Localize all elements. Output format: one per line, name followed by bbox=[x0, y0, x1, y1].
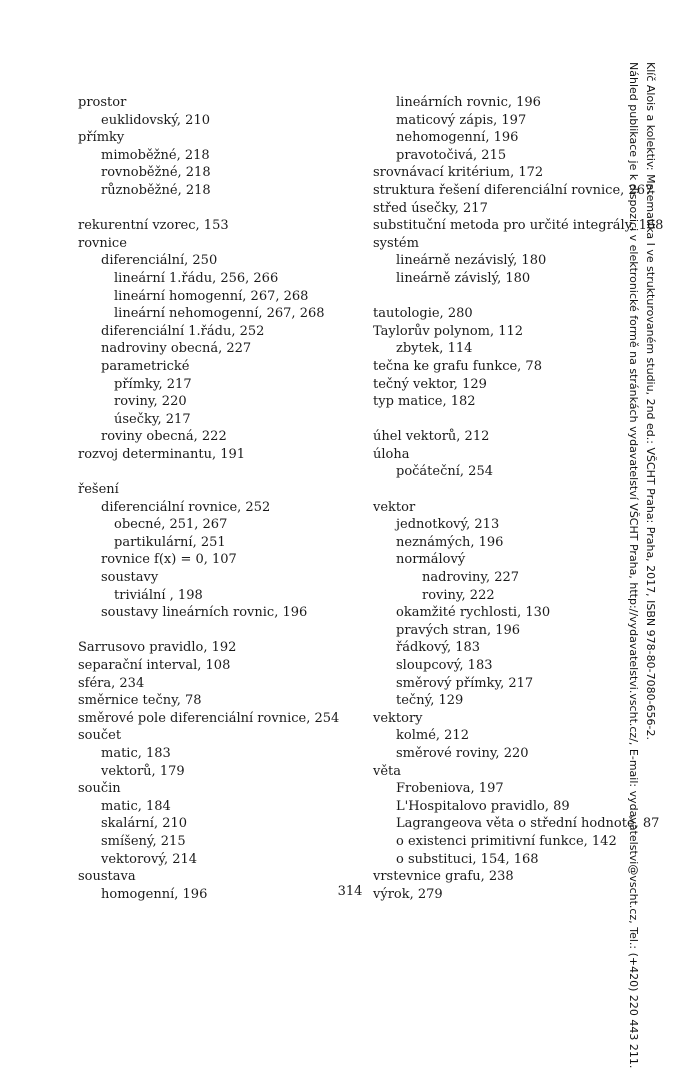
side-notice-line-1: Klíč Alois a kolektiv: Matematika I ve strukturovaném studiu, 2nd ed.: VŠCHT Praha: Praha, 2017, ISBN 978-80-7080-656-2. bbox=[644, 62, 657, 741]
index-entry: Sarrusovo pravidlo, 192 bbox=[78, 640, 237, 656]
index-subentry: Frobeniova, 197 bbox=[396, 781, 504, 797]
index-subentry: o existenci primitivní funkce, 142 bbox=[396, 833, 617, 849]
group-gap bbox=[78, 463, 348, 481]
index-entry: směrové pole diferenciální rovnice, 254 bbox=[78, 710, 340, 726]
index-subentry: zbytek, 114 bbox=[396, 341, 473, 357]
index-subentry: skalární, 210 bbox=[101, 816, 188, 832]
index-subentry: smíšený, 215 bbox=[101, 833, 186, 849]
index-entry: řešení bbox=[78, 482, 119, 498]
index-subentry: lineární nehomogenní, 267, 268 bbox=[114, 306, 325, 322]
index-entry: soustava bbox=[78, 869, 136, 885]
index-subentry: diferenciální, 250 bbox=[101, 253, 218, 269]
index-entry: prostor bbox=[78, 95, 127, 110]
index-subentry: normálový bbox=[396, 552, 466, 568]
group-gap bbox=[373, 288, 643, 306]
group-gap bbox=[78, 622, 348, 640]
index-subentry: diferenciální rovnice, 252 bbox=[101, 499, 271, 515]
index-entry: separační interval, 108 bbox=[78, 658, 231, 673]
index-subentry: lineárně nezávislý, 180 bbox=[396, 253, 547, 269]
index-subentry: směrový přímky, 217 bbox=[396, 675, 534, 691]
index-subentry: nadroviny, 227 bbox=[422, 570, 520, 586]
side-notice-line-2: Náhled publikace je k dispozici v elektronické formě na stránkách vydavatelství VŠCHT Praha, http://vydavatelstvi.vscht.cz/, E-mail: vydavatelstvi@vscht.cz, Tel.: (+420) 220 443 211. bbox=[627, 62, 640, 1068]
index-subentry: neznámých, 196 bbox=[396, 534, 504, 550]
group-gap bbox=[373, 411, 643, 429]
index-column-left bbox=[78, 94, 348, 903]
index-entry: věta bbox=[373, 763, 402, 779]
index-subentry: rovnice f(x) = 0, 107 bbox=[101, 552, 237, 568]
side-notice bbox=[625, 62, 675, 1068]
index-subentry: parametrické bbox=[101, 358, 190, 374]
index-subentry: soustavy lineárních rovnic, 196 bbox=[101, 605, 308, 621]
group-gap bbox=[78, 200, 348, 218]
index-subentry: matic, 183 bbox=[101, 745, 171, 761]
index-entry: systém bbox=[373, 235, 419, 251]
index-subentry: počáteční, 254 bbox=[396, 464, 493, 480]
index-subentry: lineární 1.řádu, 256, 266 bbox=[114, 270, 279, 286]
index-entry: úloha bbox=[373, 446, 410, 462]
index-subentry: lineárně závislý, 180 bbox=[396, 270, 531, 286]
index-subentry: euklidovský, 210 bbox=[101, 112, 210, 128]
index-entry: přímky bbox=[78, 130, 125, 146]
index-subentry: partikulární, 251 bbox=[114, 534, 226, 550]
index-subentry: mimoběžné, 218 bbox=[101, 147, 210, 163]
index-entry: výrok, 279 bbox=[373, 886, 443, 902]
index-entry: rozvoj determinantu, 191 bbox=[78, 446, 246, 462]
index-entry: tečný vektor, 129 bbox=[373, 376, 487, 392]
index-subentry: homogenní, 196 bbox=[101, 886, 208, 902]
index-subentry: přímky, 217 bbox=[114, 376, 192, 392]
index-entry: Taylorův polynom, 112 bbox=[373, 323, 524, 339]
index-entry: součet bbox=[78, 728, 122, 744]
index-subentry: jednotkový, 213 bbox=[396, 517, 500, 533]
group-gap bbox=[373, 481, 643, 499]
index-entry: tečna ke grafu funkce, 78 bbox=[373, 358, 542, 374]
index-entry: sféra, 234 bbox=[78, 675, 145, 691]
index-subentry: Lagrangeova věta o střední hodnotě, 87 bbox=[396, 816, 660, 832]
index-subentry: sloupcový, 183 bbox=[396, 658, 493, 673]
index-subentry: o substituci, 154, 168 bbox=[396, 851, 539, 867]
index-subentry: nadroviny obecná, 227 bbox=[101, 341, 252, 357]
index-subentry: lineární homogenní, 267, 268 bbox=[114, 288, 309, 304]
index-entry: úhel vektorů, 212 bbox=[373, 429, 490, 445]
index-entry: rovnice bbox=[78, 235, 127, 251]
page-number: 314 bbox=[337, 884, 363, 899]
index-subentry: řádkový, 183 bbox=[396, 640, 481, 656]
index-subentry: diferenciální 1.řádu, 252 bbox=[101, 323, 265, 339]
index-entry: struktura řešení diferenciální rovnice, 267 bbox=[373, 182, 654, 198]
index-entry: vektor bbox=[373, 499, 416, 515]
index-subentry: lineárních rovnic, 196 bbox=[396, 95, 541, 110]
index-entry: součin bbox=[78, 781, 121, 797]
index-entry: vrstevnice grafu, 238 bbox=[373, 869, 514, 885]
index-entry: substituční metoda pro určité integrály, 168 bbox=[373, 218, 664, 234]
index-entry: typ matice, 182 bbox=[373, 394, 476, 410]
index-subentry: roviny obecná, 222 bbox=[101, 429, 227, 445]
index-subentry: kolmé, 212 bbox=[396, 728, 469, 744]
index-entry: vektory bbox=[373, 710, 423, 726]
index-entry: rekurentní vzorec, 153 bbox=[78, 218, 229, 234]
index-subentry: rovnoběžné, 218 bbox=[101, 165, 211, 181]
index-subentry: triviální , 198 bbox=[114, 587, 203, 603]
index-entry: srovnávací kritérium, 172 bbox=[373, 165, 544, 181]
index-subentry: roviny, 222 bbox=[422, 587, 495, 603]
index-subentry: soustavy bbox=[101, 570, 159, 586]
index-subentry: maticový zápis, 197 bbox=[396, 112, 527, 128]
index-subentry: vektorů, 179 bbox=[101, 763, 185, 779]
index-subentry: úsečky, 217 bbox=[114, 411, 191, 427]
index-subentry: L'Hospitalovo pravidlo, 89 bbox=[396, 798, 570, 814]
index-subentry: nehomogenní, 196 bbox=[396, 130, 519, 146]
index-subentry: roviny, 220 bbox=[114, 394, 187, 410]
index-subentry: matic, 184 bbox=[101, 798, 171, 814]
index-subentry: pravotočivá, 215 bbox=[396, 147, 507, 163]
index-subentry: okamžité rychlosti, 130 bbox=[396, 605, 551, 621]
index-subentry: pravých stran, 196 bbox=[396, 622, 521, 638]
index-subentry: tečný, 129 bbox=[396, 693, 464, 709]
index-subentry: směrové roviny, 220 bbox=[396, 745, 529, 761]
index-subentry: různoběžné, 218 bbox=[101, 182, 211, 198]
index-entry: střed úsečky, 217 bbox=[373, 200, 488, 216]
index-entry: tautologie, 280 bbox=[373, 306, 473, 322]
index-entry: směrnice tečny, 78 bbox=[78, 693, 202, 709]
index-subentry: vektorový, 214 bbox=[101, 851, 198, 867]
index-subentry: obecné, 251, 267 bbox=[114, 517, 228, 533]
